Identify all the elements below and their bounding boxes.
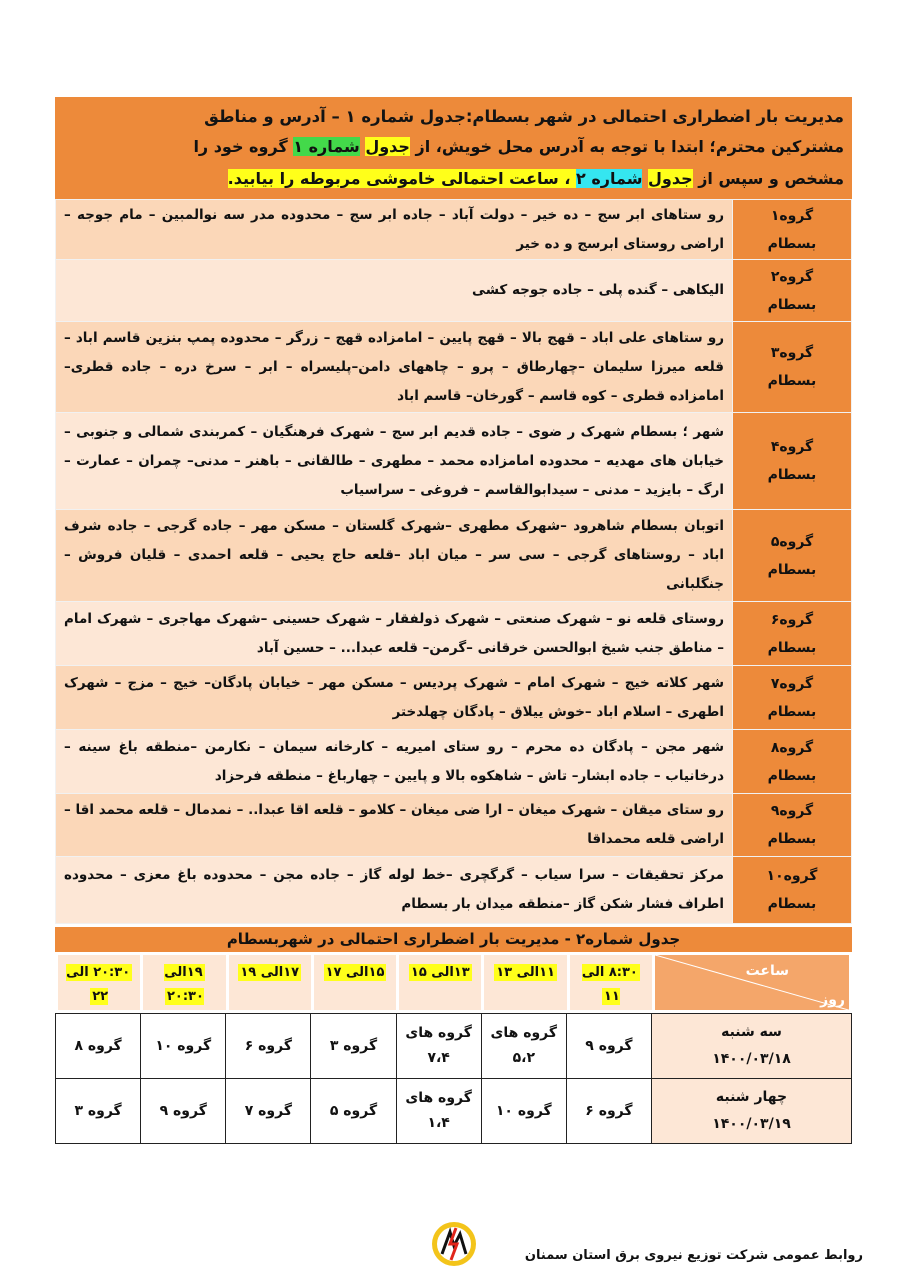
instruction-line-2	[63, 163, 844, 195]
group-label-cell	[733, 666, 852, 730]
time-slot-header	[142, 954, 227, 1012]
group-city: بسطام	[767, 767, 817, 784]
schedule-group-cell: گروه ۱۰	[481, 1079, 566, 1144]
instruction-text: مشترکین محترم؛ ابتدا با توجه به آدرس محل خویش، از	[409, 137, 844, 156]
group-areas: الیکاهی – گنده پلی – جاده جوجه کشی	[56, 260, 733, 322]
page-title: مدیریت بار اضطراری احتمالی در شهر بسطام:جدول شماره ۱ – آدرس و مناطق	[204, 107, 844, 126]
group-city: بسطام	[767, 831, 817, 847]
group-label-cell	[733, 200, 852, 260]
group-row	[56, 413, 852, 510]
group-row	[56, 666, 852, 730]
day-name: سه شنبه	[721, 1024, 782, 1040]
schedule-group-cell: گروه ۱۰	[141, 1014, 226, 1079]
schedule-group-cell: گروه ۵	[311, 1079, 396, 1144]
group-name: گروه۴	[770, 439, 814, 455]
group-name: گروه۸	[770, 739, 814, 756]
group-label-cell	[733, 730, 852, 794]
time-slot-label: ۱۱الی ۱۳	[496, 965, 555, 980]
corner-day-label: روز	[820, 992, 845, 1008]
schedule-group-cell: گروه ۹	[141, 1079, 226, 1144]
highlight-yellow: ، ساعت احتمالی خاموشی مربوطه را بیابید.	[227, 169, 576, 188]
time-slot-label: ۱۷الی ۱۹	[240, 965, 300, 980]
day-date: ۱۴۰۰/۰۳/۱۸	[712, 1051, 791, 1067]
notice-header	[55, 97, 852, 199]
day-name: چهار شنبه	[715, 1089, 788, 1105]
group-label-cell	[733, 322, 852, 413]
group-row	[56, 602, 852, 666]
group-areas: شهر کلاته خیج – شهرک امام – شهرک پردیس – مسکن مهر – خیابان پادگان– خیج – مزج – شهرک اطهری – اسلام اباد –خوش ییلاق – پادگان چهلدختر	[56, 666, 733, 730]
group-city: بسطام	[767, 235, 817, 252]
schedule-group-cell: گروه های ۷،۴	[396, 1014, 481, 1079]
group-name: گروه۳	[770, 345, 814, 361]
group-city: بسطام	[767, 561, 817, 578]
schedule-group-cell: گروه ۳	[311, 1014, 396, 1079]
group-city: بسطام	[767, 703, 817, 720]
group-label-cell	[733, 857, 852, 924]
group-row	[56, 510, 852, 602]
day-cell	[652, 1014, 852, 1079]
day-date: ۱۴۰۰/۰۳/۱۹	[712, 1116, 791, 1132]
schedule-row	[56, 1079, 852, 1144]
group-row	[56, 260, 852, 322]
group-label-cell	[733, 602, 852, 666]
schedule-group-cell: گروه ۷	[226, 1079, 311, 1144]
time-slot-label: ۲۰:۳۰ الی ۲۲	[66, 965, 131, 1004]
schedule-corner-cell	[654, 954, 851, 1012]
group-name: گروه۵	[770, 533, 814, 550]
schedule-group-cell: گروه ۹	[566, 1014, 651, 1079]
group-label-cell	[733, 413, 852, 510]
group-row	[56, 322, 852, 413]
group-areas: رو ستاهای ابر سج – ده خیر – دولت آباد – جاده ابر سج – محدوده مدر سه نوالمبین – مام جوجه – اراضی روستای ابرسج و ده خیر	[56, 200, 733, 260]
time-slot-header	[57, 954, 142, 1012]
group-name: گروه۱۰	[766, 868, 818, 884]
group-areas: رو ستای میقان – شهرک میغان – ارا ضی میغان – کلامو – قلعه اقا عبدا.. – نمدمال – قلعه محمد اقا –اراضی قلعه محمداقا	[56, 794, 733, 857]
corner-time-label: ساعت	[745, 963, 789, 979]
time-slot-header	[568, 954, 653, 1012]
schedule-group-cell: گروه های ۱،۴	[396, 1079, 481, 1144]
highlight-cyan: شماره ۲	[575, 169, 643, 188]
group-label-cell	[733, 794, 852, 857]
schedule-header	[55, 952, 852, 1013]
group-city: بسطام	[767, 373, 817, 389]
group-areas: شهر ؛ بسطام شهرک ر ضوی – جاده قدیم ابر سج – شهرک فرهنگیان – کمربندی شمالی و جنوبی – خیابان های مهدیه – محدوده امامزاده محمد – مطهری – طالقانی – باهنر – مدنی– چمران – عمارت – ارگ – بایزید – مدنی – سیدابوالقاسم – فروغی – سراسیاب	[56, 413, 733, 510]
group-areas: شهر مجن – پادگان ده محرم – رو ستای امیریه – کارخانه سیمان – نکارمن –منطقه باغ سینه – درخانیاب – جاده ابشار– تاش – شاهکوه بالا و پایین – چهارباغ – منطقه فرحزاد	[56, 730, 733, 794]
group-row	[56, 730, 852, 794]
instruction-line-1	[63, 131, 844, 163]
schedule-group-cell: گروه ۶	[226, 1014, 311, 1079]
group-row	[56, 200, 852, 260]
schedule-group-cell: گروه های ۵،۲	[481, 1014, 566, 1079]
group-city: بسطام	[767, 896, 817, 912]
group-areas: روستای قلعه نو – شهرک صنعتی – شهرک ذولفقار – شهرک حسینی –شهرک مهاجری – شهرک امام – مناطق جنب شیخ ابوالحسن خرقانی –گرمن– قلعه عبدا... – حسین آباد	[56, 602, 733, 666]
groups-table	[55, 199, 852, 924]
group-name: گروه۹	[770, 803, 814, 819]
group-label-cell	[733, 510, 852, 602]
group-row	[56, 857, 852, 924]
group-label-cell	[733, 260, 852, 322]
time-slot-header	[483, 954, 568, 1012]
group-city: بسطام	[767, 467, 817, 483]
highlight-green: شماره ۱	[293, 137, 360, 156]
group-name: گروه۱	[770, 207, 814, 224]
time-slot-label: ۱۳الی ۱۵	[410, 965, 470, 980]
instruction-text: گروه خود را	[193, 137, 294, 156]
time-slot-header	[312, 954, 397, 1012]
group-areas: مرکز تحقیقات – سرا سیاب – گرگچری –خط لوله گاز – جاده مجن – محدوده باغ معزی – محدوده اطراف فشار شکن گاز –منطقه میدان بار بسطام	[56, 857, 733, 924]
group-name: گروه۲	[770, 268, 814, 285]
notice-sheet	[55, 97, 852, 1144]
electricity-company-logo-icon	[430, 1220, 478, 1268]
highlight-yellow: جدول	[648, 169, 693, 188]
schedule-group-cell: گروه ۳	[56, 1079, 141, 1144]
schedule-group-cell: گروه ۶	[566, 1079, 651, 1144]
group-name: گروه۷	[770, 675, 814, 692]
time-slot-label: ۱۵الی ۱۷	[325, 965, 385, 980]
group-areas: اتوبان بسطام شاهرود –شهرک مطهری –شهرک گلستان – مسکن مهر – جاده گرجی – جاده شرف اباد – روستاهای گرجی – سی سر – میان اباد –قلعه حاج یحیی – قلعه احمدی – قلیان فروش – جنگلبانی	[56, 510, 733, 602]
time-slot-label: ۱۹الی ۲۰:۳۰	[164, 965, 204, 1004]
schedule-group-cell: گروه ۸	[56, 1014, 141, 1079]
group-row	[56, 794, 852, 857]
highlight-yellow: جدول	[365, 137, 410, 156]
time-slot-label: ۸:۳۰ الی ۱۱	[581, 965, 638, 1004]
group-city: بسطام	[767, 296, 817, 313]
schedule-table	[55, 1013, 852, 1144]
time-slot-header	[398, 954, 483, 1012]
schedule-row	[56, 1014, 852, 1079]
time-slot-header	[227, 954, 312, 1012]
footer-text: روابط عمومی شرکت توزیع نیروی برق استان سمنان	[524, 1248, 863, 1263]
group-city: بسطام	[767, 639, 817, 656]
day-cell	[652, 1079, 852, 1144]
group-name: گروه۶	[770, 611, 814, 628]
group-areas: رو ستاهای علی اباد – قهج بالا – قهج پایین – امامزاده قهج – زرگر – محدوده پمپ بنزین قاسم اباد – قلعه میرزا سلیمان –چهارطاق – پرو – چاههای دامن–پلیسراه – ابر – سرخ دره – جاده قطری– امامزاده قطری – کوه قاسم – گورخان– قاسم اباد	[56, 322, 733, 413]
footer	[0, 1246, 909, 1280]
schedule-title: جدول شماره۲ - مدیریت بار اضطراری احتمالی در شهربسطام	[55, 927, 852, 952]
instruction-text: مشخص و سپس از	[692, 169, 844, 188]
